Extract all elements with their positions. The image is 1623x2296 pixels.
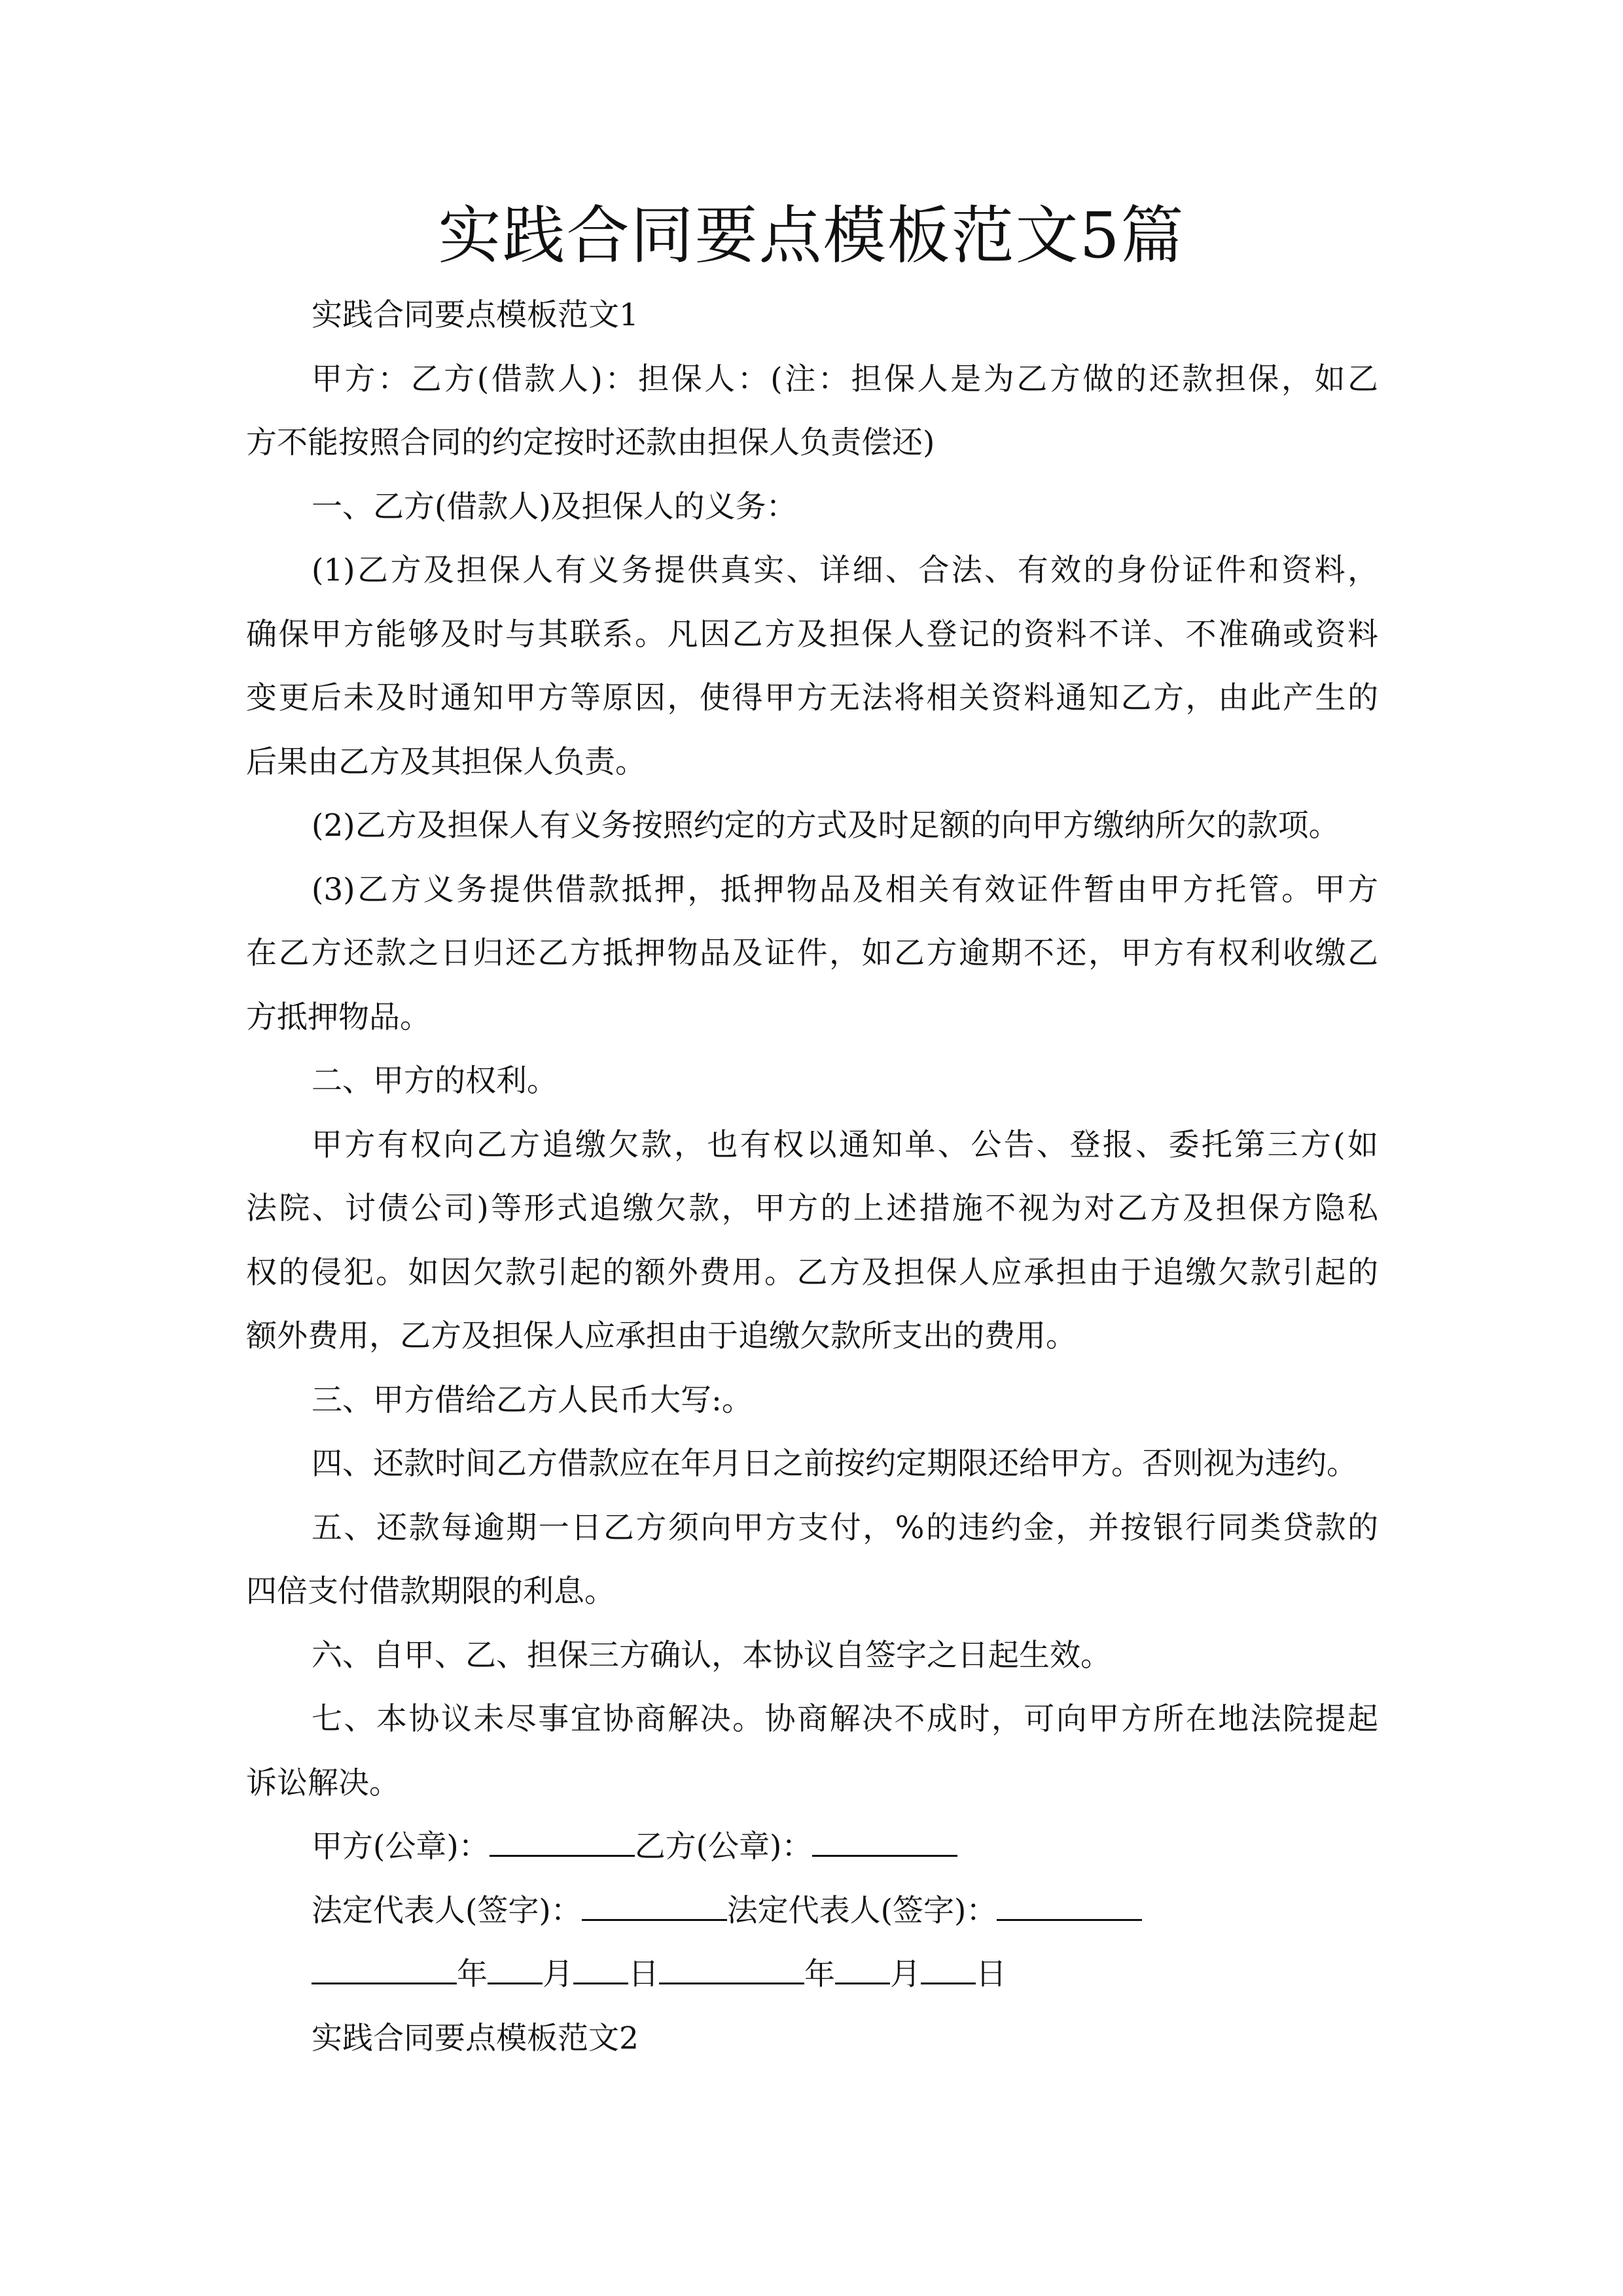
paragraph-line: 甲方：乙方(借款人)：担保人：(注：担保人是为乙方做的还款担保，如乙: [312, 361, 1378, 397]
month-label: 月: [543, 1956, 573, 1992]
paragraph-line: (1)乙方及担保人有义务提供真实、详细、合法、有效的身份证件和资料，: [312, 552, 1378, 588]
document-body: [246, 283, 1378, 2070]
paragraph-line: (3)乙方义务提供借款抵押，抵押物品及相关有效证件暂由甲方托管。甲方: [312, 871, 1378, 908]
month-label: 月: [890, 1956, 921, 1992]
paragraph-line: 在乙方还款之日归还乙方抵押物品及证件，如乙方逾期不还，甲方有权利收缴乙: [246, 935, 1378, 971]
party-b-seal-blank: [812, 1816, 957, 1857]
party-a-seal-blank: [490, 1816, 635, 1857]
month-blank: [835, 1943, 890, 1984]
day-blank: [573, 1943, 628, 1984]
day-label: 日: [628, 1956, 659, 1992]
day-blank: [921, 1943, 976, 1984]
section-heading: 实践合同要点模板范文1: [312, 297, 639, 333]
paragraph-line: 一、乙方(借款人)及担保人的义务：: [312, 488, 797, 525]
paragraph-line: 后果由乙方及其担保人负责。: [246, 744, 646, 780]
representative-line: [246, 1879, 1378, 1943]
paragraph-line: 权的侵犯。如因欠款引起的额外费用。乙方及担保人应承担由于追缴欠款引起的: [246, 1254, 1378, 1291]
paragraph-line: 三、甲方借给乙方人民币大写:。: [312, 1382, 753, 1418]
paragraph-line: 额外费用，乙方及担保人应承担由于追缴欠款所支出的费用。: [246, 1318, 1077, 1354]
paragraph-line: 方不能按照合同的约定按时还款由担保人负责偿还): [246, 425, 935, 461]
paragraph-line: 五、还款每逾期一日乙方须向甲方支付，%的违约金，并按银行同类贷款的: [312, 1509, 1378, 1546]
party-a-seal-label: 甲方(公章)：: [312, 1829, 490, 1865]
paragraph-line: (2)乙方及担保人有义务按照约定的方式及时足额的向甲方缴纳所欠的款项。: [312, 808, 1340, 844]
paragraph-line: 法院、讨债公司)等形式追缴欠款，甲方的上述措施不视为对乙方及担保方隐私: [246, 1191, 1378, 1227]
paragraph-line: 七、本协议未尽事宜协商解决。协商解决不成时，可向甲方所在地法院提起: [312, 1701, 1378, 1737]
rep-a-blank: [582, 1880, 727, 1921]
year-blank: [312, 1943, 457, 1984]
paragraph-line: 甲方有权向乙方追缴欠款，也有权以通知单、公告、登报、委托第三方(如: [312, 1126, 1378, 1163]
paragraph-line: 四倍支付借款期限的利息。: [246, 1573, 615, 1609]
paragraph-line: 二、甲方的权利。: [312, 1063, 558, 1099]
date-line: [246, 1943, 1378, 2007]
day-label: 日: [976, 1956, 1007, 1992]
document-title: 实践合同要点模板范文5篇: [438, 199, 1185, 272]
month-blank: [488, 1943, 543, 1984]
paragraph-line: 变更后未及时通知甲方等原因，使得甲方无法将相关资料通知乙方，由此产生的: [246, 680, 1378, 716]
year-blank: [659, 1943, 804, 1984]
paragraph-line: 确保甲方能够及时与其联系。凡因乙方及担保人登记的资料不详、不准确或资料: [246, 616, 1378, 653]
rep-b-label: 法定代表人(签字)：: [726, 1892, 997, 1929]
paragraph-line: 四、还款时间乙方借款应在年月日之前按约定期限还给甲方。否则视为违约。: [312, 1446, 1357, 1482]
paragraph-line: 六、自甲、乙、担保三方确认，本协议自签字之日起生效。: [312, 1637, 1111, 1674]
paragraph-line: 诉讼解决。: [246, 1765, 400, 1801]
section-heading: 实践合同要点模板范文2: [312, 2020, 639, 2056]
year-label: 年: [804, 1956, 835, 1992]
party-b-seal-label: 乙方(公章)：: [634, 1829, 813, 1865]
rep-b-blank: [997, 1880, 1142, 1921]
seal-line: [246, 1815, 1378, 1879]
rep-a-label: 法定代表人(签字)：: [312, 1892, 582, 1929]
year-label: 年: [457, 1956, 488, 1992]
paragraph-line: 方抵押物品。: [246, 999, 431, 1035]
